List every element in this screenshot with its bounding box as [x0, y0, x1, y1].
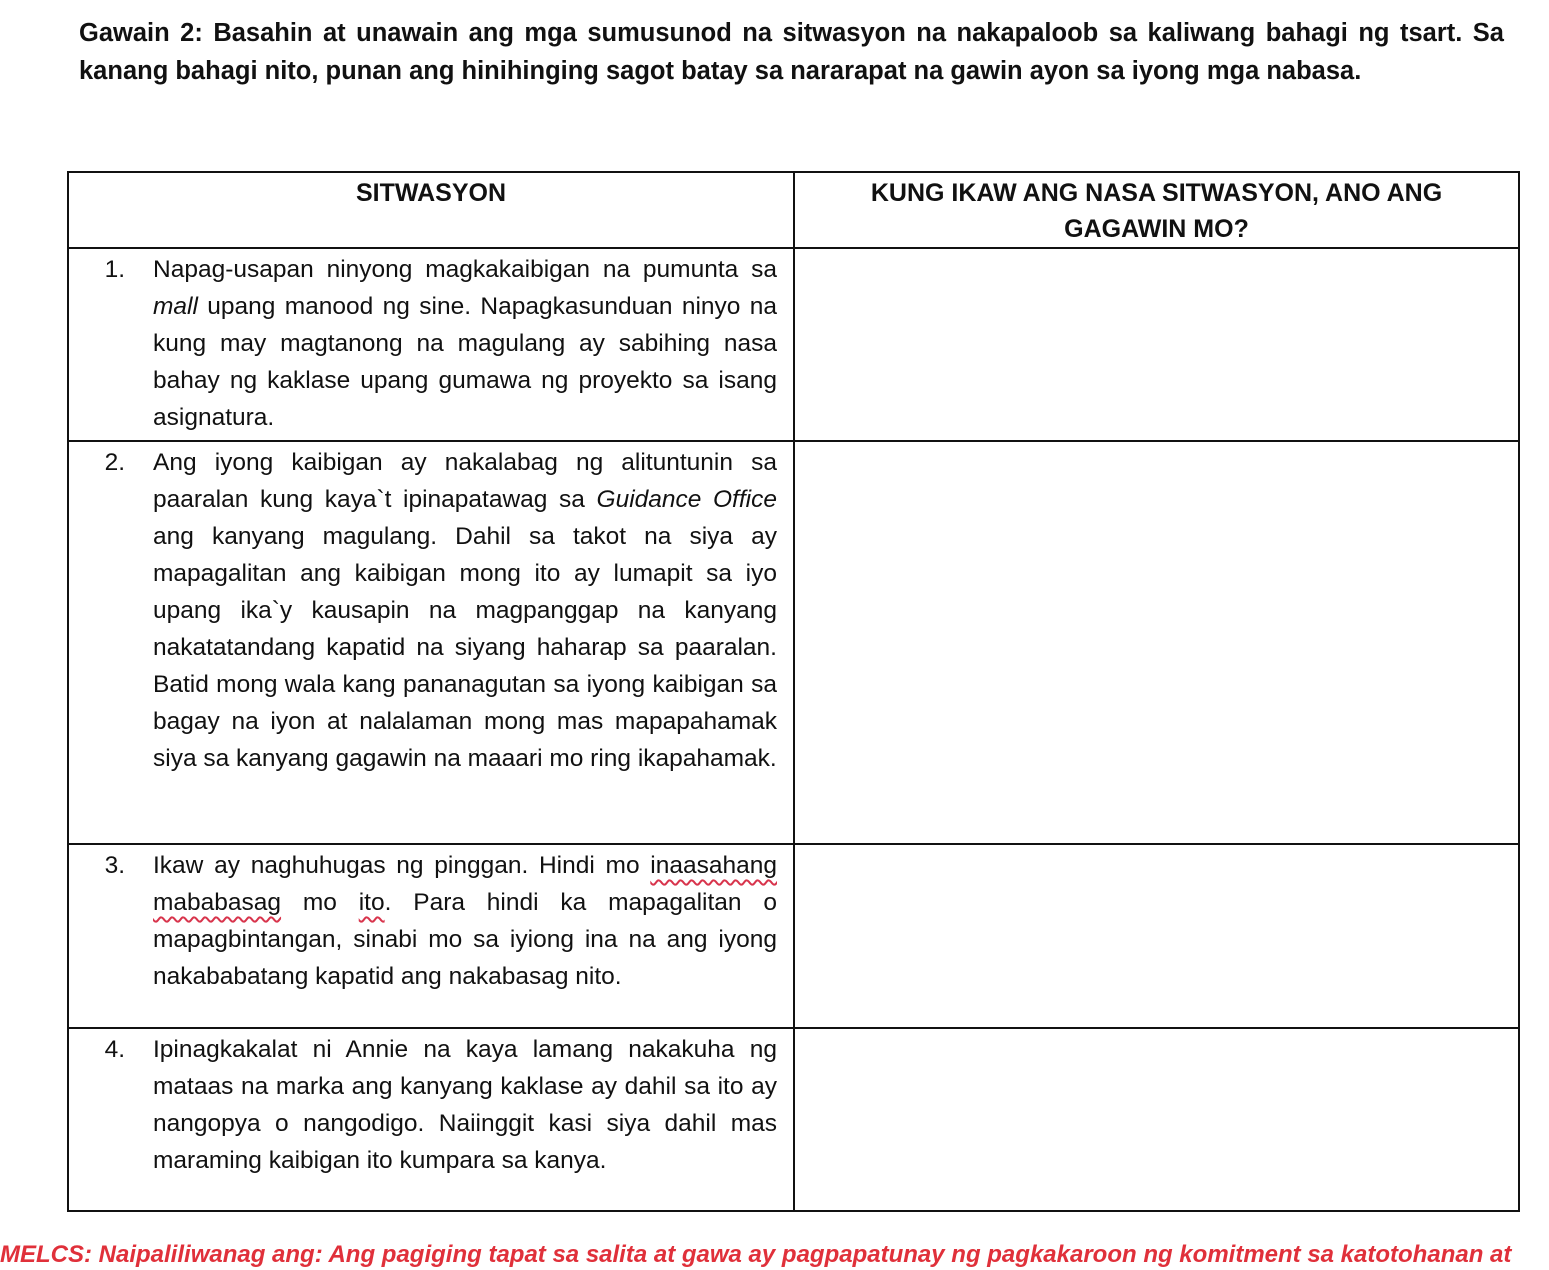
footer-melcs-note: MELCS: Naipaliliwanag ang: Ang pagiging tapat sa salita at gawa ay pagpapatunay ng pagkakaroon ng komitment sa katotohanan at	[0, 1241, 1512, 1268]
situation-cell	[68, 441, 794, 844]
situation-text: Napag-usapan ninyong magkakaibigan na pumunta sa mall upang manood ng sine. Napagkasunduan ninyo na kung may magtanong na magulang ay sabihing nasa bahay ng kaklase upang gumawa ng proyekto sa isang asignatura.	[153, 256, 777, 431]
situation-number: 1.	[104, 256, 125, 283]
table-row	[68, 248, 1519, 441]
table-row	[68, 844, 1519, 1028]
answer-cell[interactable]	[794, 1028, 1519, 1211]
header-situation: SITWASYON	[68, 172, 794, 248]
situation-cell	[68, 248, 794, 441]
answer-cell[interactable]	[794, 844, 1519, 1028]
spellcheck-underline: inaasahang	[650, 852, 777, 879]
situation-number: 3.	[104, 852, 125, 879]
spellcheck-underline: mababasag	[153, 889, 282, 916]
situation-cell	[68, 1028, 794, 1211]
table-row	[68, 1028, 1519, 1211]
situation-text: Ang iyong kaibigan ay nakalabag ng alituntunin sa paaralan kung kaya`t ipinapatawag sa Guidance Office ang kanyang magulang. Dahil sa takot na siya ay mapagalitan ang kaibigan mong ito ay lumapit sa iyo upang ika`y kausapin na magpanggap na kanyang nakatatandang kapatid na siyang haharap sa paaralan. Batid mong wala kang pananagutan sa iyong kaibigan sa bagay na iyon at nalalaman mong mas mapapahamak siya sa kanyang gagawin na maaari mo ring ikapahamak.	[153, 449, 777, 772]
situation-table	[67, 171, 1520, 1212]
header-answer: KUNG IKAW ANG NASA SITWASYON, ANO ANG GAGAWIN MO?	[794, 172, 1519, 248]
table-row	[68, 441, 1519, 844]
situation-cell	[68, 844, 794, 1028]
answer-cell[interactable]	[794, 248, 1519, 441]
table-header-row	[68, 172, 1519, 248]
activity-instructions: Gawain 2: Basahin at unawain ang mga sumusunod na sitwasyon na nakapaloob sa kaliwang bahagi ng tsart. Sa kanang bahagi nito, punan ang hinihinging sagot batay sa nararapat na gawin ayon sa iyong mga nabasa.	[79, 19, 1504, 85]
situation-number: 4.	[104, 1036, 125, 1063]
situation-number: 2.	[104, 449, 125, 476]
situation-text: Ipinagkakalat ni Annie na kaya lamang nakakuha ng mataas na marka ang kanyang kaklase ay dahil sa ito ay nangopya o nangodigo. Naiinggit kasi siya dahil mas maraming kaibigan ito kumpara sa kanya.	[153, 1036, 777, 1174]
spellcheck-underline: ito	[358, 889, 385, 916]
situation-text: Ikaw ay naghuhugas ng pinggan. Hindi mo inaasahang mababasag mo ito. Para hindi ka mapagalitan o mapagbintangan, sinabi mo sa iyiong ina na ang iyong nakababatang kapatid ang nakabasag nito.	[153, 852, 777, 990]
answer-cell[interactable]	[794, 441, 1519, 844]
